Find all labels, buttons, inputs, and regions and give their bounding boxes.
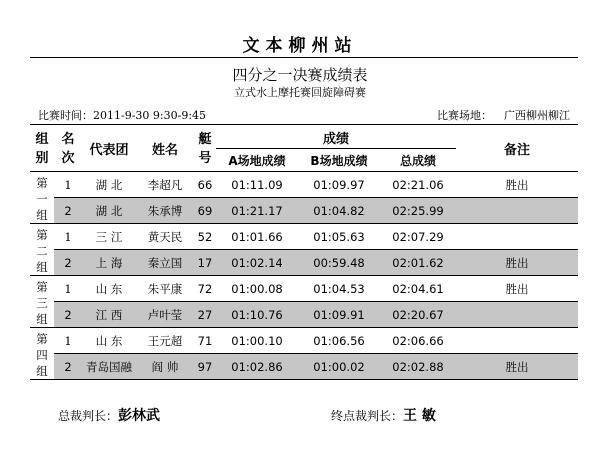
- header-b: B场地成绩: [298, 149, 380, 172]
- chief-referee-label: 总裁判长：: [58, 409, 119, 423]
- cell-b: 01:00.02: [298, 354, 380, 380]
- header-team: 代表团: [82, 126, 136, 172]
- cell-boat: 17: [194, 250, 216, 276]
- cell-team: 湖 北: [82, 172, 136, 198]
- cell-name: 李超凡: [136, 172, 194, 198]
- cell-name: 朱承博: [136, 198, 194, 224]
- top-rule: [30, 57, 578, 58]
- cell-total: 02:01.62: [380, 250, 456, 276]
- cell-total: 02:06.66: [380, 328, 456, 354]
- cell-team: 江 西: [82, 302, 136, 328]
- header-total: 总成绩: [380, 149, 456, 172]
- cell-rank: 2: [54, 198, 82, 224]
- cell-b: 00:59.48: [298, 250, 380, 276]
- cell-rank: 1: [54, 276, 82, 302]
- finish-referee: [331, 405, 436, 425]
- table-row: [30, 354, 578, 380]
- header-a: A场地成绩: [216, 149, 298, 172]
- cell-total: 02:20.67: [380, 302, 456, 328]
- cell-total: 02:21.06: [380, 172, 456, 198]
- cell-rank: 1: [54, 328, 82, 354]
- cell-note: 胜出: [456, 276, 578, 302]
- cell-a: 01:01.66: [216, 224, 298, 250]
- match-venue-value: 广西柳州柳江: [504, 109, 570, 122]
- chief-referee-signature: 彭林武: [118, 408, 161, 424]
- cell-boat: 27: [194, 302, 216, 328]
- cell-note: 胜出: [456, 250, 578, 276]
- header-note: 备注: [456, 126, 578, 172]
- cell-name: 阎 帅: [136, 354, 194, 380]
- table-row: [30, 302, 578, 328]
- cell-note: [456, 302, 578, 328]
- cell-team: 湖 北: [82, 198, 136, 224]
- chief-referee: [58, 405, 160, 425]
- group-label: 第 一 组: [30, 172, 54, 224]
- header-boat: 艇 号: [194, 126, 216, 172]
- group-label: 第 二 组: [30, 224, 54, 276]
- cell-note: [456, 224, 578, 250]
- cell-b: 01:09.97: [298, 172, 380, 198]
- cell-b: 01:04.82: [298, 198, 380, 224]
- cell-rank: 2: [54, 354, 82, 380]
- cell-boat: 72: [194, 276, 216, 302]
- cell-rank: 1: [54, 224, 82, 250]
- cell-a: 01:21.17: [216, 198, 298, 224]
- match-time-label: 比赛时间：: [38, 109, 93, 122]
- cell-note: 胜出: [456, 172, 578, 198]
- cell-total: 02:25.99: [380, 198, 456, 224]
- header-group: 组 别: [30, 126, 54, 172]
- header-rank: 名 次: [54, 126, 82, 172]
- cell-rank: 2: [54, 250, 82, 276]
- table-row: [30, 328, 578, 354]
- match-time-value: 2011-9-30 9:30-9:45: [93, 109, 207, 122]
- table-row: [30, 224, 578, 250]
- finish-referee-label: 终点裁判长：: [331, 409, 404, 423]
- match-venue: [437, 107, 570, 123]
- cell-total: 02:02.88: [380, 354, 456, 380]
- cell-b: 01:06.56: [298, 328, 380, 354]
- cell-team: 山 东: [82, 328, 136, 354]
- cell-team: 三 江: [82, 224, 136, 250]
- cell-name: 卢叶莹: [136, 302, 194, 328]
- table-row: [30, 250, 578, 276]
- cell-note: [456, 198, 578, 224]
- cell-boat: 52: [194, 224, 216, 250]
- cell-a: 01:11.09: [216, 172, 298, 198]
- cell-note: [456, 328, 578, 354]
- page-title: 四分之一决赛成绩表: [232, 66, 368, 84]
- cell-rank: 1: [54, 172, 82, 198]
- cell-name: 朱平康: [136, 276, 194, 302]
- match-time: [38, 107, 206, 123]
- site-title: 文本柳州站: [242, 36, 358, 56]
- results-body: [30, 172, 578, 380]
- cell-boat: 97: [194, 354, 216, 380]
- cell-boat: 66: [194, 172, 216, 198]
- cell-total: 02:07.29: [380, 224, 456, 250]
- header-scores: 成绩: [216, 126, 456, 149]
- cell-team: 山 东: [82, 276, 136, 302]
- cell-name: 王元超: [136, 328, 194, 354]
- cell-a: 01:02.86: [216, 354, 298, 380]
- finish-referee-signature: 王 敏: [403, 408, 436, 424]
- page-subtitle: 立式水上摩托赛回旋障碍赛: [234, 86, 366, 99]
- cell-boat: 71: [194, 328, 216, 354]
- cell-note: 胜出: [456, 354, 578, 380]
- table-row: [30, 198, 578, 224]
- cell-a: 01:02.14: [216, 250, 298, 276]
- cell-team: 青岛国融: [82, 354, 136, 380]
- results-table: [30, 126, 578, 380]
- group-label: 第 四 组: [30, 328, 54, 380]
- match-venue-label: 比赛场地：: [437, 109, 492, 122]
- header-name: 姓名: [136, 126, 194, 172]
- table-row: [30, 276, 578, 302]
- cell-boat: 69: [194, 198, 216, 224]
- cell-name: 黄天民: [136, 224, 194, 250]
- cell-name: 秦立国: [136, 250, 194, 276]
- cell-b: 01:04.53: [298, 276, 380, 302]
- cell-total: 02:04.61: [380, 276, 456, 302]
- cell-rank: 2: [54, 302, 82, 328]
- table-row: [30, 172, 578, 198]
- cell-team: 上 海: [82, 250, 136, 276]
- cell-b: 01:05.63: [298, 224, 380, 250]
- header-rule: [30, 124, 578, 125]
- cell-a: 01:10.76: [216, 302, 298, 328]
- cell-a: 01:00.08: [216, 276, 298, 302]
- group-label: 第 三 组: [30, 276, 54, 328]
- cell-b: 01:09.91: [298, 302, 380, 328]
- cell-a: 01:00.10: [216, 328, 298, 354]
